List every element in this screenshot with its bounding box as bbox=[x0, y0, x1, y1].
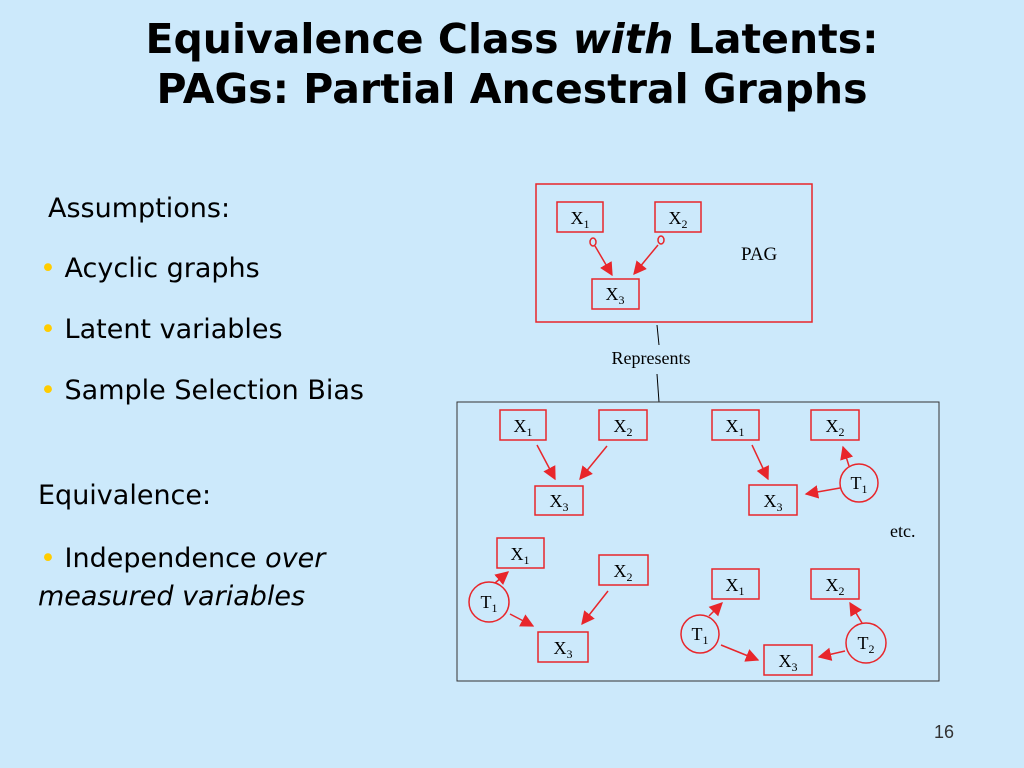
node-x3 bbox=[764, 645, 812, 675]
node-x1 bbox=[712, 410, 759, 440]
graph-3 bbox=[469, 538, 648, 662]
svg-text:X3: $X_3$ bbox=[605, 284, 625, 307]
svg-text:X3: $X_3$ bbox=[763, 491, 783, 514]
bullet-item: • Independence over measured variables bbox=[38, 543, 326, 612]
node-x2 bbox=[811, 410, 859, 440]
edge bbox=[843, 447, 849, 466]
circle-mark bbox=[658, 236, 664, 244]
edge bbox=[806, 488, 840, 494]
node-x2 bbox=[599, 555, 648, 585]
etc-label: etc. bbox=[890, 521, 916, 541]
edge bbox=[537, 445, 555, 479]
node-x3 bbox=[538, 632, 588, 662]
graph-4 bbox=[681, 569, 886, 675]
bullet-item: • Acyclic graphs bbox=[40, 253, 260, 284]
svg-text:X2: $X_2$ bbox=[668, 208, 688, 231]
bullet-icon: • bbox=[40, 375, 56, 406]
assumptions-heading: Assumptions: bbox=[48, 193, 231, 224]
node-x1 bbox=[712, 569, 759, 599]
graph-1 bbox=[500, 410, 647, 515]
represents-line bbox=[657, 325, 659, 345]
edge bbox=[850, 603, 862, 623]
pag-edge bbox=[595, 246, 612, 275]
node-x3 bbox=[749, 485, 797, 515]
svg-text:X2: $X_2$ bbox=[825, 416, 845, 439]
svg-text:X1: $X_1$ bbox=[725, 575, 745, 598]
node-t1 bbox=[840, 464, 878, 502]
edge bbox=[582, 591, 608, 624]
represents-label: Represents bbox=[611, 348, 691, 368]
title-line-2: PAGs: Partial Ancestral Graphs bbox=[156, 65, 868, 113]
equivalence-heading: Equivalence: bbox=[38, 480, 212, 511]
represents-line bbox=[657, 374, 659, 402]
title-line-1: Equivalence Class with Latents: bbox=[145, 15, 879, 63]
pag-node-x1 bbox=[557, 202, 603, 232]
bullet-item: • Sample Selection Bias bbox=[40, 375, 364, 406]
bullet-icon: • bbox=[40, 314, 56, 345]
bullet-icon: • bbox=[40, 253, 56, 284]
graph-2 bbox=[712, 410, 878, 515]
svg-text:X1: $X_1$ bbox=[510, 544, 530, 567]
node-x2 bbox=[599, 410, 647, 440]
svg-text:X1: $X_1$ bbox=[513, 416, 533, 439]
node-x1 bbox=[500, 410, 546, 440]
bullet-icon: • bbox=[40, 543, 56, 574]
node-t1 bbox=[469, 582, 509, 622]
node-x3 bbox=[535, 486, 583, 515]
pag-node-x3 bbox=[592, 279, 639, 309]
circle-mark bbox=[590, 238, 596, 246]
node-t2 bbox=[846, 623, 886, 663]
svg-text:X3: $X_3$ bbox=[778, 651, 798, 674]
edge bbox=[495, 572, 508, 583]
svg-text:T1: $T_1$ bbox=[850, 473, 868, 496]
svg-text:X2: $X_2$ bbox=[613, 416, 633, 439]
svg-text:T1: $T_1$ bbox=[480, 592, 498, 615]
edge bbox=[752, 445, 768, 479]
node-t1 bbox=[681, 615, 719, 653]
svg-text:X3: $X_3$ bbox=[553, 638, 573, 661]
edge bbox=[709, 603, 722, 616]
edge bbox=[510, 614, 533, 626]
node-x1 bbox=[497, 538, 544, 568]
pag-node-x2 bbox=[655, 202, 701, 232]
svg-text:T1: $T_1$ bbox=[691, 624, 709, 647]
page-number: 16 bbox=[934, 722, 955, 742]
edge bbox=[580, 446, 607, 479]
pag-label: PAG bbox=[741, 244, 778, 265]
bullet-item: • Latent variables bbox=[40, 314, 283, 345]
node-x2 bbox=[811, 569, 859, 599]
svg-text:X3: $X_3$ bbox=[549, 491, 569, 514]
edge bbox=[819, 651, 845, 657]
svg-text:X2: $X_2$ bbox=[825, 575, 845, 598]
pag-edge bbox=[634, 245, 658, 274]
svg-text:X1: $X_1$ bbox=[725, 416, 745, 439]
svg-text:X2: $X_2$ bbox=[613, 561, 633, 584]
edge bbox=[721, 645, 758, 660]
svg-text:X1: $X_1$ bbox=[570, 208, 590, 231]
svg-text:T2: $T_2$ bbox=[857, 633, 875, 656]
